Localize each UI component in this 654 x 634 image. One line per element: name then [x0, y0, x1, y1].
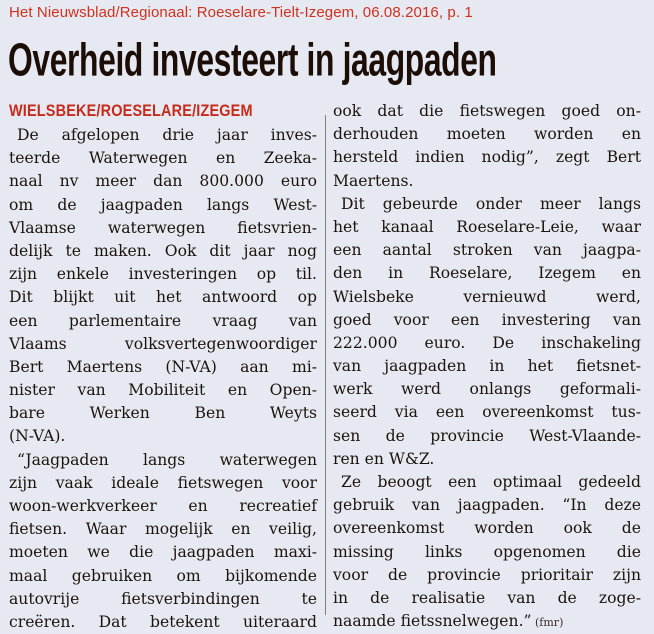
text-line: delijk te maken. Ook dit jaar nog: [9, 241, 317, 260]
text-line: ook dat die fietswegen goed on-: [333, 102, 641, 120]
text-line: Dit gebeurde onder meer langs: [341, 194, 641, 213]
text-line: sen de provincie West-Vlaande-: [333, 426, 641, 445]
article-body: [9, 100, 649, 631]
text-line: gebruik van jaagpaden. “In deze: [333, 496, 641, 515]
text-line: den in Roeselare, Izegem en: [333, 264, 641, 283]
text-line: naal nv meer dan 800.000 euro: [9, 172, 317, 191]
text-line: moeten we die jaagpaden maxi-: [9, 543, 317, 562]
text-line: 222.000 euro. De inschakeling: [333, 333, 641, 352]
text-line: het kanaal Roeselare-Leie, waar: [333, 217, 641, 236]
article-headline: Overheid investeert in jaagpaden: [8, 34, 497, 87]
text-line: voor de provincie prioritair zijn: [333, 565, 641, 584]
paragraph: [333, 100, 641, 193]
source-citation: Het Nieuwsblad/Regionaal: Roeselare-Tielt-Izegem, 06.08.2016, p. 1: [9, 4, 473, 21]
right-column: [333, 100, 641, 633]
text-line: naamde fietssnelwegen.” (fmr): [333, 612, 564, 631]
text-line: (N-VA).: [9, 427, 66, 446]
text-line: fietsen. Waar mogelijk en veilig,: [9, 520, 317, 539]
left-column: [9, 100, 317, 634]
paragraph: [9, 449, 317, 634]
paragraph: [9, 124, 317, 449]
text-line: Bert Maertens (N-VA) aan mi-: [9, 357, 317, 376]
text-line: zijn enkele investeringen op til.: [9, 265, 317, 284]
text-line: maal gebruiken om bijkomende: [9, 566, 317, 585]
text-line: een parlementaire vraag van: [9, 311, 317, 330]
text-line: missing links opgenomen die: [333, 542, 641, 561]
text-line: ren en W&Z.: [333, 449, 435, 468]
text-line: teerde Waterwegen en Zeeka-: [9, 149, 317, 168]
text-line: seerd via een overeenkomst tus-: [333, 403, 641, 422]
text-line: in de realisatie van de zoge-: [333, 588, 641, 607]
text-line: een aantal stroken van jaagpa-: [333, 241, 641, 260]
text-line: werk werd onlangs geformali-: [333, 380, 641, 399]
text-line: goed voor een investering van: [333, 310, 641, 329]
paragraph: [333, 471, 641, 633]
text-line: “Jaagpaden langs waterwegen: [17, 450, 317, 469]
text-line: autovrije fietsverbindingen te: [9, 589, 317, 608]
text-line: Ze beoogt een optimaal gedeeld: [341, 473, 641, 491]
text-line: derhouden moeten worden en: [333, 125, 641, 144]
article-kicker: WIELSBEKE/ROESELARE/IZEGEM: [9, 101, 253, 120]
text-line: Vlaamse waterwegen fietsvrien-: [9, 218, 317, 237]
text-line: bare Werken Ben Weyts: [9, 404, 317, 423]
text-line: om de jaagpaden langs West-: [9, 195, 317, 214]
text-line: Wielsbeke vernieuwd werd,: [333, 287, 641, 306]
text-line: hersteld indien nodig”, zegt Bert: [333, 148, 641, 167]
text-line: van jaagpaden in het fietsnet-: [333, 357, 641, 376]
byline: (fmr): [531, 616, 564, 630]
text-line: nister van Mobiliteit en Open-: [9, 381, 317, 400]
column-divider: [325, 115, 326, 615]
text-line: De afgelopen drie jaar inves-: [17, 126, 317, 144]
text-line: woon-werkverkeer en recreatief: [9, 497, 317, 515]
text-line: Vlaams volksvertegenwoordiger: [9, 334, 317, 353]
text-line: zijn vaak ideale fietswegen voor: [9, 473, 317, 492]
text-line: Dit blijkt uit het antwoord op: [9, 288, 317, 307]
text-line: overeenkomst worden ook de: [333, 519, 641, 538]
text-line: Maertens.: [333, 171, 414, 190]
paragraph: [333, 193, 641, 471]
text-line: creëren. Dat betekent uiteraard: [9, 612, 317, 631]
